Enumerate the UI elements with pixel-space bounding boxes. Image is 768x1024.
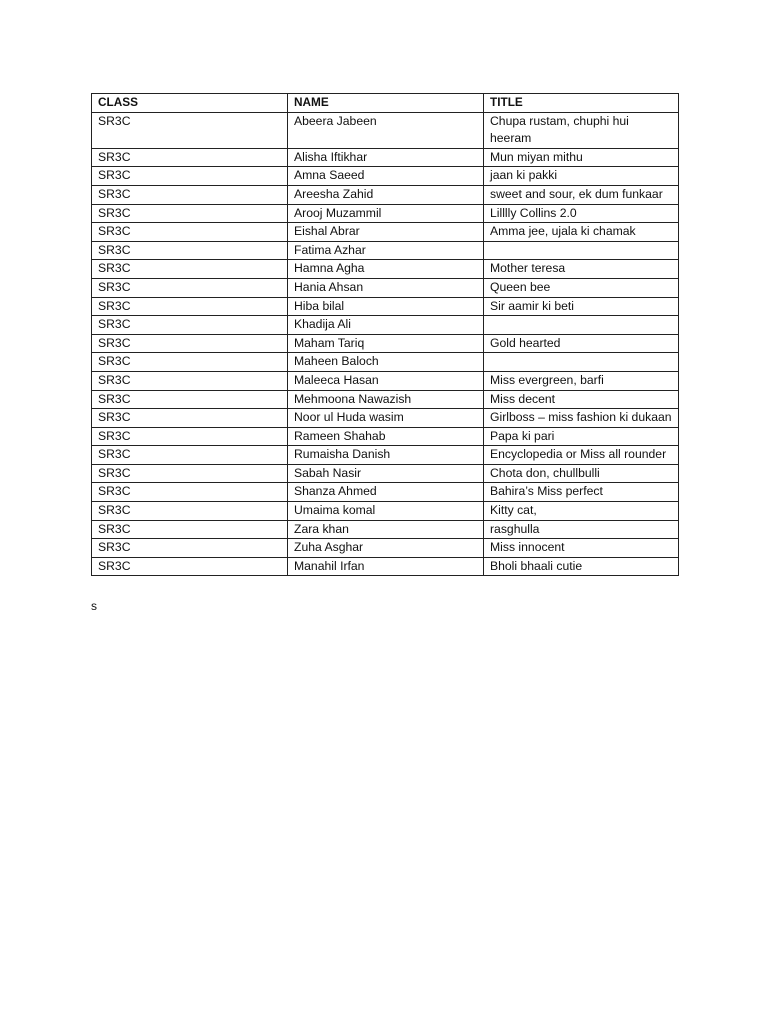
cell-class: SR3C	[92, 353, 288, 372]
header-name: NAME	[288, 94, 484, 113]
cell-class: SR3C	[92, 371, 288, 390]
cell-title: Amma jee, ujala ki chamak	[484, 223, 679, 242]
cell-name: Abeera Jabeen	[288, 112, 484, 148]
cell-title: Lilllly Collins 2.0	[484, 204, 679, 223]
cell-title: jaan ki pakki	[484, 167, 679, 186]
table-row	[92, 371, 679, 390]
cell-name: Maleeca Hasan	[288, 371, 484, 390]
cell-class: SR3C	[92, 502, 288, 521]
table-row	[92, 112, 679, 148]
table-row	[92, 223, 679, 242]
class-titles-table	[91, 93, 679, 576]
cell-name: Shanza Ahmed	[288, 483, 484, 502]
cell-name: Khadija Ali	[288, 316, 484, 335]
table-header-row	[92, 94, 679, 113]
cell-name: Mehmoona Nawazish	[288, 390, 484, 409]
cell-class: SR3C	[92, 316, 288, 335]
cell-class: SR3C	[92, 204, 288, 223]
cell-class: SR3C	[92, 297, 288, 316]
cell-class: SR3C	[92, 278, 288, 297]
cell-title	[484, 353, 679, 372]
cell-class: SR3C	[92, 260, 288, 279]
cell-title: Bahira’s Miss perfect	[484, 483, 679, 502]
trailing-text: s	[91, 599, 97, 613]
table-row	[92, 278, 679, 297]
table-row	[92, 353, 679, 372]
table-row	[92, 148, 679, 167]
cell-class: SR3C	[92, 334, 288, 353]
cell-title: Sir aamir ki beti	[484, 297, 679, 316]
cell-class: SR3C	[92, 223, 288, 242]
table-row	[92, 185, 679, 204]
table-row	[92, 167, 679, 186]
cell-class: SR3C	[92, 539, 288, 558]
table-row	[92, 464, 679, 483]
cell-class: SR3C	[92, 409, 288, 428]
cell-class: SR3C	[92, 112, 288, 148]
table-row	[92, 483, 679, 502]
table-row	[92, 446, 679, 465]
table-row	[92, 316, 679, 335]
cell-class: SR3C	[92, 185, 288, 204]
cell-title: Encyclopedia or Miss all rounder	[484, 446, 679, 465]
cell-title: Mun miyan mithu	[484, 148, 679, 167]
cell-class: SR3C	[92, 520, 288, 539]
table-row	[92, 297, 679, 316]
cell-name: Areesha Zahid	[288, 185, 484, 204]
header-class: CLASS	[92, 94, 288, 113]
table-row	[92, 409, 679, 428]
cell-title: Chupa rustam, chuphi hui heeram	[484, 112, 679, 148]
cell-title: Gold hearted	[484, 334, 679, 353]
cell-class: SR3C	[92, 446, 288, 465]
cell-name: Rameen Shahab	[288, 427, 484, 446]
cell-title: sweet and sour, ek dum funkaar	[484, 185, 679, 204]
cell-name: Zuha Asghar	[288, 539, 484, 558]
cell-title: Kitty cat,	[484, 502, 679, 521]
cell-name: Hania Ahsan	[288, 278, 484, 297]
cell-title: Bholi bhaali cutie	[484, 557, 679, 576]
cell-title: Mother teresa	[484, 260, 679, 279]
cell-name: Manahil Irfan	[288, 557, 484, 576]
cell-name: Rumaisha Danish	[288, 446, 484, 465]
cell-title: Girlboss – miss fashion ki dukaan	[484, 409, 679, 428]
cell-title: Miss innocent	[484, 539, 679, 558]
table-row	[92, 539, 679, 558]
cell-class: SR3C	[92, 464, 288, 483]
cell-title: Chota don, chullbulli	[484, 464, 679, 483]
cell-title: Queen bee	[484, 278, 679, 297]
cell-name: Zara khan	[288, 520, 484, 539]
cell-title: Papa ki pari	[484, 427, 679, 446]
table-row	[92, 241, 679, 260]
table-row	[92, 390, 679, 409]
cell-name: Umaima komal	[288, 502, 484, 521]
table-row	[92, 520, 679, 539]
cell-name: Hiba bilal	[288, 297, 484, 316]
table-row	[92, 427, 679, 446]
cell-class: SR3C	[92, 167, 288, 186]
header-title: TITLE	[484, 94, 679, 113]
cell-class: SR3C	[92, 241, 288, 260]
table-row	[92, 260, 679, 279]
table-row	[92, 557, 679, 576]
table-row	[92, 334, 679, 353]
cell-class: SR3C	[92, 427, 288, 446]
cell-name: Maham Tariq	[288, 334, 484, 353]
cell-class: SR3C	[92, 557, 288, 576]
cell-title: Miss evergreen, barfi	[484, 371, 679, 390]
table-row	[92, 502, 679, 521]
cell-title	[484, 241, 679, 260]
cell-class: SR3C	[92, 148, 288, 167]
cell-name: Fatima Azhar	[288, 241, 484, 260]
cell-name: Amna Saeed	[288, 167, 484, 186]
table-row	[92, 204, 679, 223]
cell-name: Alisha Iftikhar	[288, 148, 484, 167]
cell-name: Maheen Baloch	[288, 353, 484, 372]
table-body	[92, 112, 679, 576]
cell-class: SR3C	[92, 483, 288, 502]
cell-name: Eishal Abrar	[288, 223, 484, 242]
cell-title: Miss decent	[484, 390, 679, 409]
cell-title: rasghulla	[484, 520, 679, 539]
cell-title	[484, 316, 679, 335]
cell-class: SR3C	[92, 390, 288, 409]
cell-name: Noor ul Huda wasim	[288, 409, 484, 428]
cell-name: Sabah Nasir	[288, 464, 484, 483]
cell-name: Hamna Agha	[288, 260, 484, 279]
cell-name: Arooj Muzammil	[288, 204, 484, 223]
